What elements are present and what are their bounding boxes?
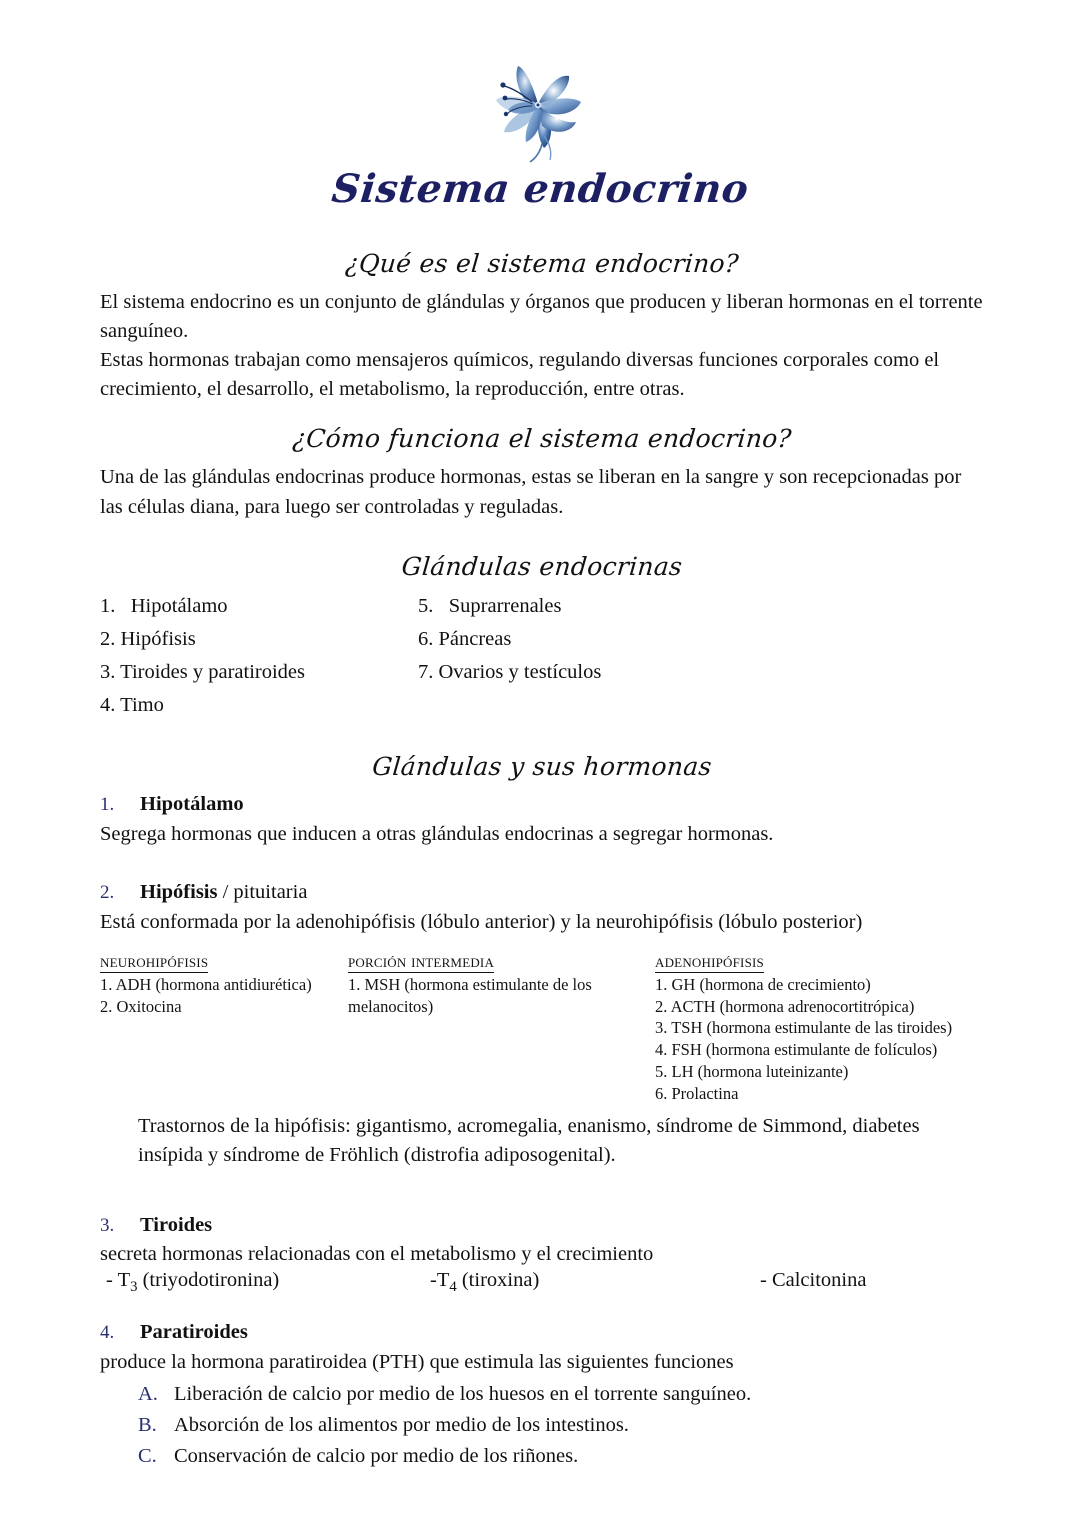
gland-number: 2. <box>100 882 115 904</box>
hormone-item: 2. ACTH (hormona adrenocortitrópica) <box>655 996 915 1016</box>
hormone-item: 2. Oxitocina <box>100 996 182 1016</box>
document-title: Sistema endocrino <box>329 166 751 212</box>
list-marker: 5. <box>418 594 434 617</box>
gland-heading-paratiroides <box>100 1319 984 1346</box>
hormone-list <box>348 974 638 1018</box>
gland-heading-hipotalamo <box>100 791 984 818</box>
list-marker: 4. <box>100 694 116 717</box>
list-marker: 3. <box>100 661 116 684</box>
hormone-column-title: adenohipófisis <box>655 951 764 972</box>
list-item <box>100 689 418 722</box>
list-marker: 6. <box>418 627 434 650</box>
paragraph-what-is-1: El sistema endocrino es un conjunto de glándulas y órganos que producen y liberan hormonas en el torrente sanguíneo. <box>100 291 983 343</box>
hipofisis-disorders-note: Trastornos de la hipófisis: gigantismo, acromegalia, enanismo, síndrome de Simmond, diabetes insípida y síndrome de Fröhlich (distrofia adiposogenital). <box>138 1114 920 1167</box>
hormone-item: 1. ADH (hormona antidiurética) <box>100 974 312 994</box>
blue-lily-flower-icon <box>474 52 606 164</box>
hormone-item: 1. GH (hormona de crecimiento) <box>655 974 871 994</box>
list-label: Conservación de calcio por medio de los riñones. <box>174 1444 579 1467</box>
paragraph-what-is-2: Estas hormonas trabajan como mensajeros químicos, regulando diversas funciones corporales como el crecimiento, el desarrollo, el metabolismo, la reproducción, entre otras. <box>100 349 940 401</box>
hormone-item: 5. LH (hormona luteinizante) <box>655 1061 849 1081</box>
paragraph-how-it-works: Una de las glándulas endocrinas produce hormonas, estas se liberan en la sangre y son recepcionadas por las células diana, para luego ser controladas y reguladas. <box>100 466 962 518</box>
list-marker: C. <box>138 1444 157 1467</box>
heading-how-it-works: ¿Cómo funciona el sistema endocrino? <box>291 424 793 454</box>
hormone-calcitonina: - Calcitonina <box>760 1269 867 1292</box>
list-item <box>418 656 601 689</box>
t4-subscript: 4 <box>449 1279 457 1296</box>
list-label: Hipotálamo <box>130 594 228 617</box>
gland-description-paratiroides: produce la hormona paratiroidea (PTH) que estimula las siguientes funciones <box>100 1350 734 1373</box>
gland-description-hipofisis: Está conformada por la adenohipófisis (lóbulo anterior) y la neurohipófisis (lóbulo posterior) <box>100 910 863 933</box>
list-item <box>100 1441 984 1472</box>
gland-name-suffix: / pituitaria <box>217 881 308 904</box>
hormone-item: 4. FSH (hormona estimulante de folículos) <box>655 1040 938 1060</box>
hormone-column-title: porción intermedia <box>348 951 495 972</box>
list-item <box>100 656 418 689</box>
list-label: Liberación de calcio por medio de los huesos en el torrente sanguíneo. <box>174 1383 752 1406</box>
gland-number: 3. <box>100 1214 115 1236</box>
list-label: Páncreas <box>438 627 512 650</box>
list-marker: 2. <box>100 627 116 650</box>
heading-glands-and-hormones: Glándulas y sus hormonas <box>371 752 714 782</box>
t3-subscript: 3 <box>130 1279 138 1296</box>
gland-number: 4. <box>100 1322 115 1344</box>
hormone-column-title: neurohipófisis <box>100 951 209 972</box>
gland-name: Hipotálamo <box>140 793 244 816</box>
document-body <box>0 209 1080 1471</box>
hipofisis-hormone-table <box>100 951 984 1103</box>
gland-name: Paratiroides <box>140 1321 248 1344</box>
hormone-column-neurohipofisis <box>100 951 350 1017</box>
gland-heading-hipofisis <box>100 879 984 906</box>
list-item <box>100 590 418 623</box>
gland-number: 1. <box>100 794 115 816</box>
list-marker: 7. <box>418 661 434 684</box>
hormone-item: 1. MSH (hormona estimulante de los melanocitos) <box>348 974 592 1016</box>
document-header <box>0 0 1080 212</box>
list-label: Suprarrenales <box>448 594 562 617</box>
hormone-t3: - $T_3$ (triyodotironina) <box>106 1269 280 1296</box>
list-item <box>100 623 418 656</box>
list-item <box>100 1379 984 1410</box>
hormone-column-adenohipofisis <box>655 951 985 1104</box>
gland-heading-tiroides <box>100 1212 984 1239</box>
paratiroides-functions-list <box>100 1379 984 1471</box>
glands-column-right <box>418 590 601 723</box>
gland-description-tiroides: secreta hormonas relacionadas con el metabolismo y el crecimiento <box>100 1243 654 1266</box>
list-label: Hipófisis <box>120 627 196 650</box>
list-label: Absorción de los alimentos por medio de los intestinos. <box>174 1413 629 1436</box>
hormone-item: 6. Prolactina <box>655 1083 739 1103</box>
heading-endocrine-glands: Glándulas endocrinas <box>400 551 684 581</box>
list-marker: A. <box>138 1383 158 1406</box>
hormone-t4: $-T_4$ (tiroxina) <box>430 1269 540 1296</box>
list-item <box>418 590 601 623</box>
hormone-item: 3. TSH (hormona estimulante de las tiroides) <box>655 1018 953 1038</box>
gland-name: Hipófisis <box>140 881 218 904</box>
list-label: Tiroides y paratiroides <box>120 661 306 684</box>
list-item <box>100 1410 984 1441</box>
list-marker: B. <box>138 1413 157 1436</box>
list-label: Ovarios y testículos <box>438 661 602 684</box>
gland-name: Tiroides <box>140 1213 213 1236</box>
hormone-list <box>655 974 985 1105</box>
glands-column-left <box>100 590 418 723</box>
heading-what-is-endocrine-system: ¿Qué es el sistema endocrino? <box>344 249 740 278</box>
tiroides-hormones-row <box>100 1269 984 1299</box>
list-label: Timo <box>120 694 164 717</box>
list-item <box>418 623 601 656</box>
endocrine-glands-list <box>100 590 984 723</box>
hormone-column-porcion-intermedia <box>348 951 638 1017</box>
hormone-list <box>100 974 350 1018</box>
list-marker: 1. <box>100 594 116 617</box>
gland-description-hipotalamo: Segrega hormonas que inducen a otras glándulas endocrinas a segregar hormonas. <box>100 823 774 846</box>
